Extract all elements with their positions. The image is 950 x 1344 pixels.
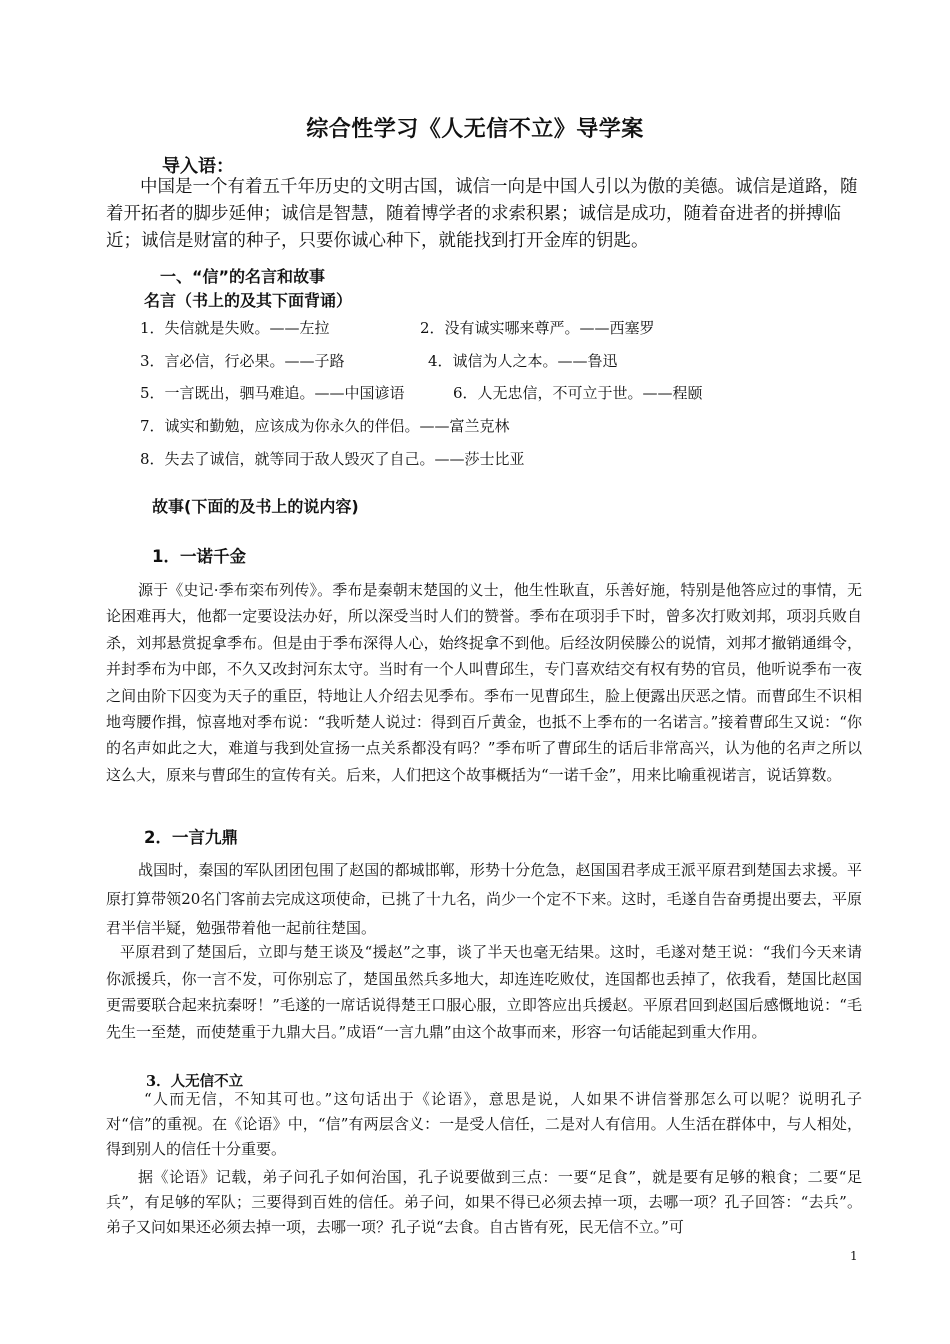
- quote-item: 7．诚实和勤勉，应该成为你永久的伴侣。——富兰克林: [140, 417, 510, 435]
- quote-item: 2．没有诚实哪来尊严。——西塞罗: [420, 319, 655, 337]
- quote-item: 4．诚信为人之本。——鲁迅: [428, 352, 618, 370]
- story-paragraph: [106, 1165, 862, 1240]
- story-text: 源于《史记·季布栾布列传》。季布是秦朝末楚国的义士，他生性耿直，乐善好施，特别是他答应过的事情，无论困难再大，他都一定要设法办好，所以深受当时人们的赞誉。季布在项羽手下时，曾多次打败刘邦，项羽兵败自杀，刘邦悬赏捉拿季布。但是由于季布深得人心，始终捉拿不到他。后经汝阴侯滕公的说情，刘邦才撤销通缉令，并封季布为中郎，不久又改封河东太守。当时有一个人叫曹邱生，专门喜欢结交有权有势的官员，他听说季布一夜之间由阶下囚变为天子的重臣，特地让人介绍去见季布。季布一见曹邱生，脸上便露出厌恶之情。而曹邱生不识相地弯腰作揖，惊喜地对季布说：“我听楚人说过：得到百斤黄金，也抵不上季布的一名诺言。”接着曹邱生又说：“你的名声如此之大，难道与我到处宣扬一点关系都没有吗？”季布听了曹邱生的话后非常高兴，认为他的名声之所以这么大，原来与曹邱生的宣传有关。后来，人们把这个故事概括为“一诺千金”，用来比喻重视诺言，说话算数。: [106, 581, 862, 784]
- section-heading-sayings-and-stories: 一、“信”的名言和故事: [160, 267, 326, 286]
- intro-paragraph: 中国是一个有着五千年历史的文明古国，诚信一向是中国人引以为傲的美德。诚信是道路，随着开拓者的脚步延伸；诚信是智慧，随着博学者的求索积累；诚信是成功，随着奋进者的拼搏临近；诚信是财富的种子，只要你诚心种下，就能找到打开金库的钥匙。: [106, 177, 858, 251]
- quote-item: 6．人无忠信，不可立于世。——程颐: [453, 384, 703, 402]
- quote-item: 5．一言既出，驷马难追。——中国谚语: [140, 384, 405, 402]
- quote-item: 8．失去了诚信，就等同于敌人毁灭了自己。——莎士比亚: [140, 450, 525, 468]
- story-title: 1．一诺千金: [152, 547, 246, 566]
- story-text: “人而无信，不知其可也。”这句话出于《论语》，意思是说，人如果不讲信誉那怎么可以呢？说明孔子对“信”的重视。在《论语》中，“信”有两层含义：一是受人信任，二是对人有信用。人生活在群体中，与人相处，得到别人的信任十分重要。: [106, 1090, 862, 1158]
- quote-item: 3．言必信，行必果。——子路: [140, 352, 345, 370]
- story-paragraph: [106, 1087, 862, 1162]
- intro-heading: 导入语：: [162, 156, 234, 177]
- story-text: 平原君到了楚国后，立即与楚王谈及“援赵”之事，谈了半天也毫无结果。这时，毛遂对楚王说：“我们今天来请你派援兵，你一言不发，可你别忘了，楚国虽然兵多地大，却连连吃败仗，连国都也丢掉了，依我看，楚国比赵国更需要联合起来抗秦呀！”毛遂的一席话说得楚王口服心服，立即答应出兵援赵。平原君回到赵国后感慨地说：“毛先生一至楚，而使楚重于九鼎大吕。”成语“一言九鼎”由这个故事而来，形容一句话能起到重大作用。: [106, 943, 862, 1041]
- story-paragraph: [106, 856, 862, 943]
- story-text: 战国时，秦国的军队团团包围了赵国的都城邯郸，形势十分危急，赵国国君孝成王派平原君到楚国去求援。平原打算带领20名门客前去完成这项使命，已挑了十九名，尚少一个定不下来。这时，毛遂自告奋勇提出要去，平原君半信半疑，勉强带着他一起前往楚国。: [106, 861, 862, 937]
- story-text: 据《论语》记载，弟子问孔子如何治国，孔子说要做到三点：一要“足食”，就是要有足够的粮食；二要“足兵”，有足够的军队；三要得到百姓的信任。弟子问，如果不得已必须去掉一项，去哪一项？孔子回答：“去兵”。弟子又问如果还必须去掉一项，去哪一项？孔子说“去食。自古皆有死，民无信不立。”可: [106, 1168, 862, 1236]
- sayings-heading: 名言（书上的及其下面背诵）: [144, 291, 353, 310]
- story-title: 2．一言九鼎: [144, 828, 238, 847]
- story-paragraph: [106, 939, 862, 1045]
- story-paragraph: [106, 577, 862, 788]
- stories-heading: 故事(下面的及书上的说内容): [152, 497, 359, 516]
- quote-item: 1．失信就是失败。——左拉: [140, 319, 330, 337]
- document-title: 综合性学习《人无信不立》导学案: [306, 117, 644, 142]
- page-number: 1: [850, 1249, 858, 1263]
- story-title: 3．人无信不立: [146, 1073, 244, 1090]
